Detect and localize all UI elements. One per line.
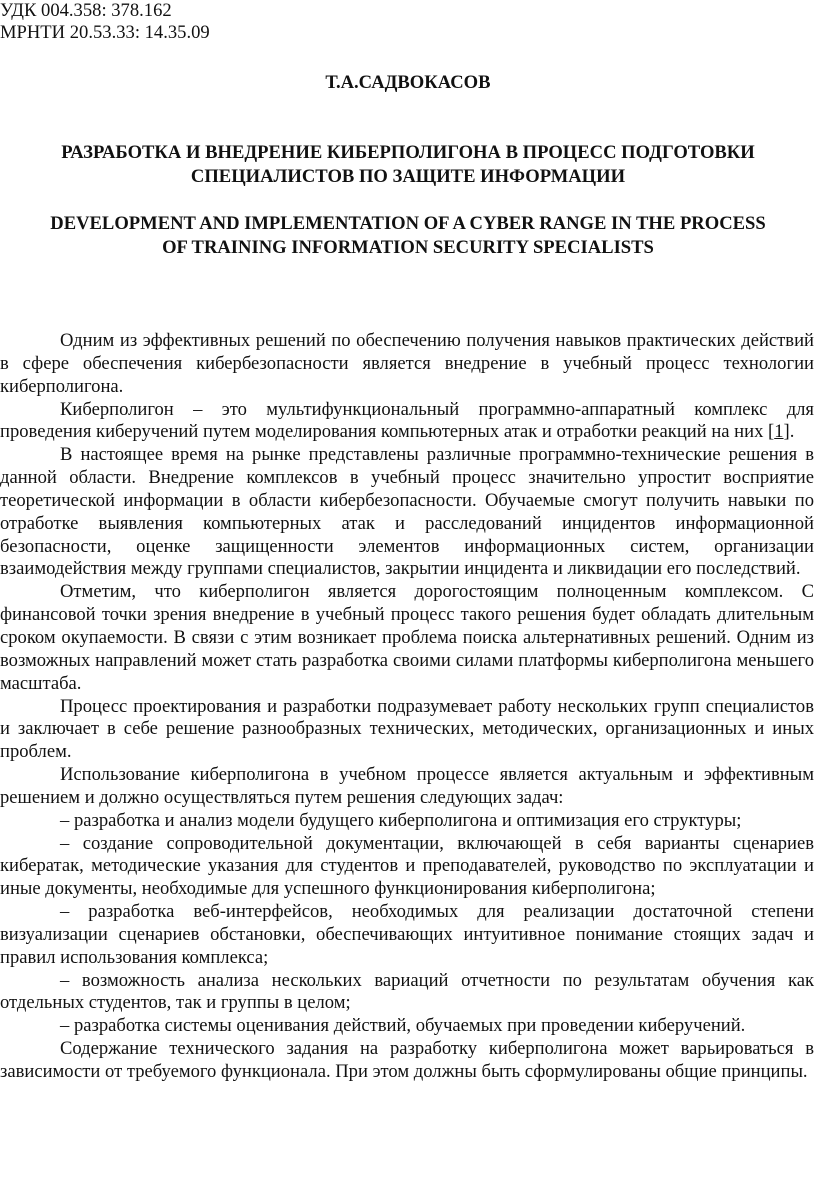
title-english <box>0 212 816 260</box>
paragraph-text: Киберполигон – это мультифункциональный программно-аппаратный комплекс для проведения киберучений путем моделирования компьютерных атак и отработки реакций на них [ <box>0 398 814 443</box>
paragraph-text: ]. <box>783 421 795 443</box>
list-item: – возможность анализа нескольких вариаций отчетности по результатам обучения как отдельных студентов, так и группы в целом; <box>0 969 814 1014</box>
list-item: – разработка веб-интерфейсов, необходимых для реализации достаточной степени визуализации сценариев обстановки, обеспечивающих интуитивное понимание стоящих задач и правил использования комплекса; <box>0 901 814 968</box>
paragraph: Содержание технического задания на разработку киберполигона может варьироваться в зависимости от требуемого функционала. При этом должны быть сформулированы общие принципы. <box>0 1038 814 1082</box>
paragraph: Одним из эффективных решений по обеспечению получения навыков практических действий в сфере обеспечения кибербезопасности является внедрение в учебный процесс технологии киберполигона. <box>0 330 814 397</box>
list-item: – разработка системы оценивания действий, обучаемых при проведении киберучений. <box>60 1015 746 1037</box>
list-item: – создание сопроводительной документации, включающей в себя варианты сценариев кибератак, методические указания для студентов и преподавателей, руководство по эксплуатации и иные документы, необходимые для успешного функционирования киберполигона; <box>0 832 814 900</box>
paragraph: Использование киберполигона в учебном процессе является актуальным и эффективным решением и должно осуществляться путем решения следующих задач: <box>0 764 814 808</box>
reference-link[interactable]: 1 <box>774 421 784 443</box>
title-russian-line: РАЗРАБОТКА И ВНЕДРЕНИЕ КИБЕРПОЛИГОНА В ПРОЦЕСС ПОДГОТОВКИ <box>61 142 755 163</box>
paragraph: Процесс проектирования и разработки подразумевает работу нескольких групп специалистов и заключает в себе решение разнообразных технических, методических, организационных и иных проблем. <box>0 695 814 763</box>
mrnti-code: МРНТИ 20.53.33: 14.35.09 <box>0 22 210 43</box>
paragraph: Отметим, что киберполигон является дорогостоящим полноценным комплексом. С финансовой точки зрения внедрение в учебный процесс такого решения будет обладать длительным сроком окупаемости. В связи с этим возникает проблема поиска альтернативных решений. Одним из возможных направлений может стать разработка своими силами платформы киберполигона меньшего масштаба. <box>0 581 814 694</box>
title-russian-line: СПЕЦИАЛИСТОВ ПО ЗАЩИТЕ ИНФОРМАЦИИ <box>190 166 626 187</box>
paragraph: В настоящее время на рынке представлены различные программно-технические решения в данной области. Внедрение комплексов в учебный процесс значительно упростит восприятие теоретической информации в области кибербезопасности. Обучаемые смогут получить навыки по отработке выявления компьютерных атак и расследований инцидентов информационной безопасности, оценке защищенности элементов информационных систем, организации взаимодействия между группами специалистов, закрытии инцидента и ликвидации его последствий. <box>0 444 814 580</box>
article-body <box>0 330 814 1084</box>
title-russian <box>0 141 816 189</box>
author-name: Т.А.САДВОКАСОВ <box>325 72 491 93</box>
paragraph <box>0 399 814 445</box>
title-english-line: OF TRAINING INFORMATION SECURITY SPECIALISTS <box>162 237 654 258</box>
udk-code: УДК 004.358: 378.162 <box>0 0 172 21</box>
title-english-line: DEVELOPMENT AND IMPLEMENTATION OF A CYBER RANGE IN THE PROCESS <box>50 213 766 234</box>
list-item: – разработка и анализ модели будущего киберполигона и оптимизация его структуры; <box>60 809 742 831</box>
